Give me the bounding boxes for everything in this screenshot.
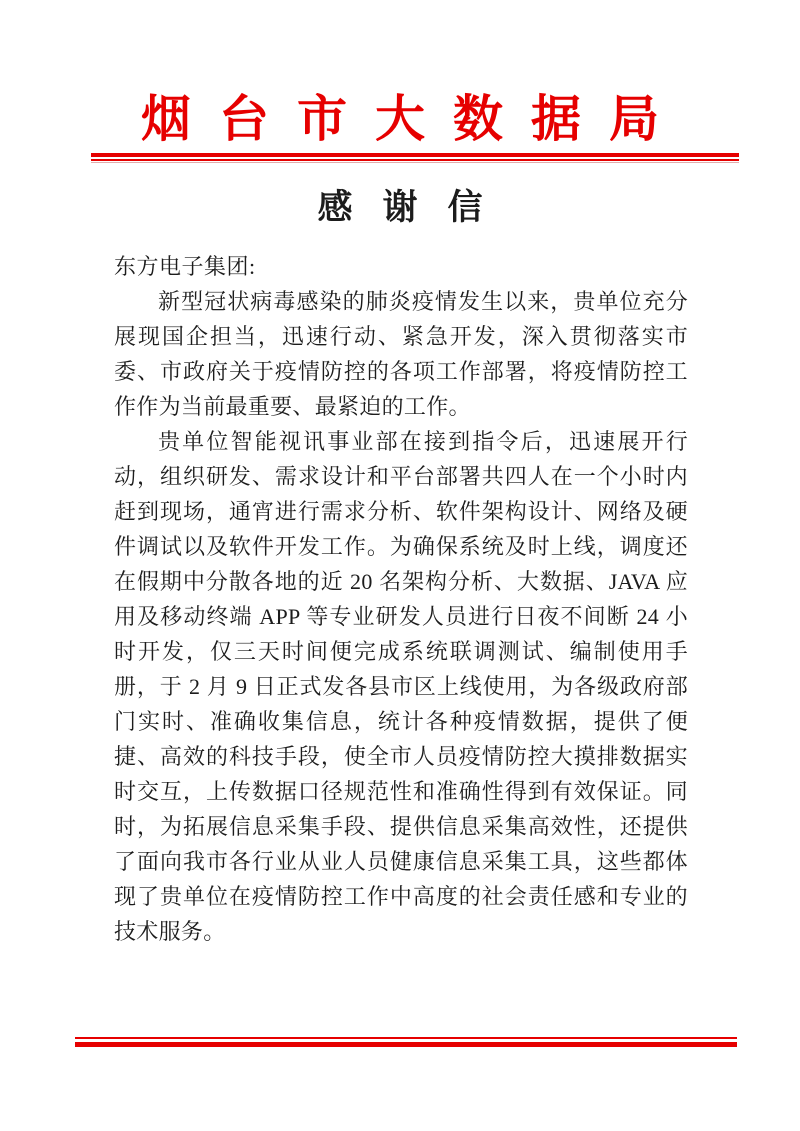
letter-title: 感谢信 (317, 188, 513, 227)
agency-masthead-title: 烟台市大数据局 (141, 91, 687, 147)
masthead-divider-ghost-line (91, 162, 739, 163)
masthead-divider-thin-line (91, 159, 739, 161)
salutation: 东方电子集团: (114, 254, 256, 279)
letter-body (114, 249, 688, 949)
body-paragraph-2: 贵单位智能视讯事业部在接到指令后，迅速展开行动，组织研发、需求设计和平台部署共四人在一个小时内赶到现场，通宵进行需求分析、软件架构设计、网络及硬件调试以及软件开发工作。为确保系统及时上线，调度还在假期中分散各地的近 20 名架构分析、大数据、JAVA 应用及移动终端 APP 等专业研发人员进行日夜不间断 24 小时开发，仅三天时间便完成系统联调测试、编制使用手册，于 2 月 9 日正式发各县市区上线使用，为各级政府部门实时、准确收集信息，统计各种疫情数据，提供了便捷、高效的科技手段，使全市人员疫情防控大摸排数据实时交互，上传数据口径规范性和准确性得到有效保证。同时，为拓展信息采集手段、提供信息采集高效性，还提供了面向我市各行业从业人员健康信息采集工具，这些都体现了贵单位在疫情防控工作中高度的社会责任感和专业的技术服务。 (114, 429, 688, 944)
body-paragraph-1: 新型冠状病毒感染的肺炎疫情发生以来，贵单位充分展现国企担当，迅速行动、紧急开发，深入贯彻落实市委、市政府关于疫情防控的各项工作部署，将疫情防控工作作为当前最重要、最紧迫的工作。 (114, 289, 688, 419)
footer-divider-thick-line (75, 1042, 737, 1047)
footer-divider-rule (75, 1037, 737, 1047)
masthead-divider-rule (91, 153, 739, 163)
